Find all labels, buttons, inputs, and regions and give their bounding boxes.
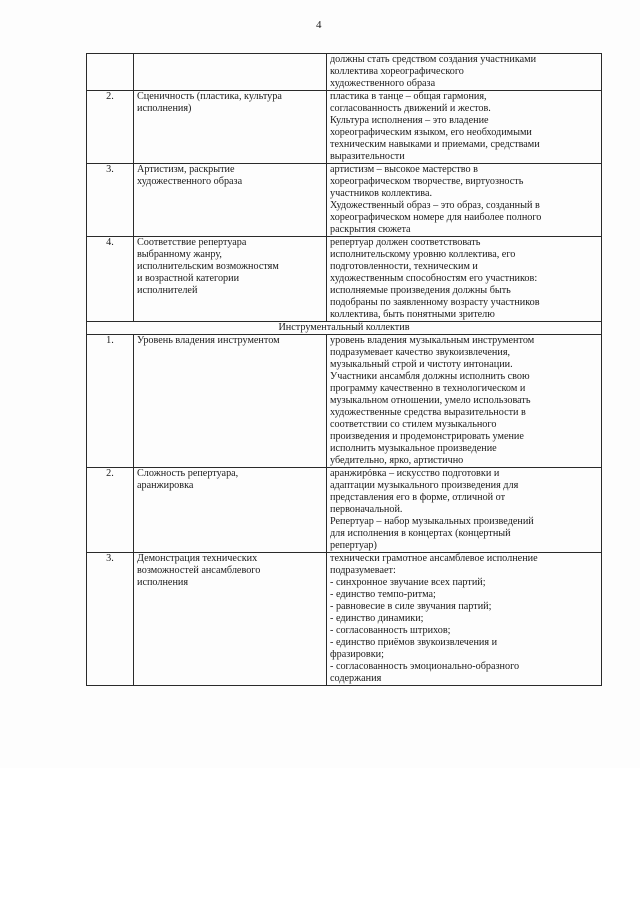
criterion-line: исполнения) <box>137 103 192 114</box>
table-row <box>87 237 602 322</box>
criteria-table <box>86 53 602 686</box>
description-cell <box>327 468 602 553</box>
description-line: репертуар должен соответствовать <box>330 237 481 248</box>
criterion-cell <box>134 164 327 237</box>
description-line: адаптации музыкального произведения для <box>330 480 519 491</box>
criterion-line: выбранному жанру, <box>137 249 222 260</box>
description-line: пластика в танце – общая гармония, <box>330 91 487 102</box>
description-line: содержания <box>330 673 382 684</box>
row-number: 2. <box>87 468 134 553</box>
description-line: подобраны по заявленному возрасту участников <box>330 297 540 308</box>
description-line: участников коллектива. <box>330 188 433 199</box>
criterion-line: Артистизм, раскрытие <box>137 164 235 175</box>
description-line: художественного образа <box>330 78 436 89</box>
description-line: произведения и продемонстрировать умение <box>330 431 524 442</box>
criterion-line: аранжировка <box>137 480 194 491</box>
row-number: 2. <box>87 91 134 164</box>
section-title: Инструментальный коллектив <box>87 322 602 335</box>
description-line: уровень владения музыкальным инструментом <box>330 335 535 346</box>
description-line: техническим навыками и приемами, средствами <box>330 139 540 150</box>
description-line: Участники ансамбля должны исполнить свою <box>330 371 530 382</box>
description-line: подразумевает качество звукоизвлечения, <box>330 347 511 358</box>
criterion-cell <box>134 335 327 468</box>
criterion-line: исполнителей <box>137 285 198 296</box>
criterion-line: художественного образа <box>137 176 243 187</box>
row-number <box>87 54 134 91</box>
description-line: подготовленности, техническим и <box>330 261 478 272</box>
criterion-line: Соответствие репертуара <box>137 237 247 248</box>
description-line: Репертуар – набор музыкальных произведений <box>330 516 534 527</box>
description-line: хореографическим языком, его необходимыми <box>330 127 532 138</box>
section-header-row <box>87 322 602 335</box>
description-line: Культура исполнения – это владение <box>330 115 489 126</box>
description-line: подразумевает: <box>330 565 396 576</box>
description-cell <box>327 553 602 686</box>
criterion-line: Сценичность (пластика, культура <box>137 91 282 102</box>
description-cell <box>327 237 602 322</box>
table-row <box>87 553 602 686</box>
description-line: должны стать средством создания участниками <box>330 54 537 65</box>
criterion-line: исполнения <box>137 577 189 588</box>
page-number: 4 <box>316 19 322 31</box>
row-number: 3. <box>87 164 134 237</box>
table-row <box>87 468 602 553</box>
table-row <box>87 335 602 468</box>
criterion-line: Демонстрация технических <box>137 553 258 564</box>
criterion-cell <box>134 237 327 322</box>
criterion-cell <box>134 54 327 91</box>
description-line: исполняемые произведения должны быть <box>330 285 511 296</box>
description-line: музыкальном отношении, умело использовать <box>330 395 531 406</box>
description-line: аранжирóвка – искусство подготовки и <box>330 468 500 479</box>
description-line: представления его в форме, отличной от <box>330 492 506 503</box>
description-line: технически грамотное ансамблевое исполнение <box>330 553 538 564</box>
criterion-line: Уровень владения инструментом <box>137 335 280 346</box>
row-number: 1. <box>87 335 134 468</box>
table-row <box>87 54 602 91</box>
description-line: - согласованность штрихов; <box>330 625 451 636</box>
description-line: первоначальной. <box>330 504 403 515</box>
description-line: - согласованность эмоционально-образного <box>330 661 520 672</box>
table-row <box>87 164 602 237</box>
description-line: хореографическом номере для наиболее полного <box>330 212 542 223</box>
description-line: программу качественно в технологическом и <box>330 383 526 394</box>
criterion-line: и возрастной категории <box>137 273 240 284</box>
description-line: коллектива хореографического <box>330 66 464 77</box>
criterion-cell <box>134 91 327 164</box>
description-line: - единство динамики; <box>330 613 424 624</box>
description-line: для исполнения в концертах (концертный <box>330 528 511 539</box>
description-line: - синхронное звучание всех партий; <box>330 577 486 588</box>
description-cell <box>327 335 602 468</box>
row-number: 4. <box>87 237 134 322</box>
description-line: хореографическом творчестве, виртуозность <box>330 176 524 187</box>
description-line: выразительности <box>330 151 405 162</box>
description-line: - единство темпо-ритма; <box>330 589 436 600</box>
description-line: Художественный образ – это образ, созданный в <box>330 200 540 211</box>
description-line: фразировки; <box>330 649 384 660</box>
row-number: 3. <box>87 553 134 686</box>
description-line: артистизм – высокое мастерство в <box>330 164 478 175</box>
criterion-cell <box>134 468 327 553</box>
criterion-line: Сложность репертуара, <box>137 468 239 479</box>
description-line: исполнить музыкальное произведение <box>330 443 497 454</box>
description-cell <box>327 91 602 164</box>
description-line: раскрытия сюжета <box>330 224 411 235</box>
description-line: исполнительскому уровню коллектива, его <box>330 249 516 260</box>
description-line: музыкальный строй и чистоту интонации. <box>330 359 513 370</box>
description-line: - равновесие в силе звучания партий; <box>330 601 492 612</box>
description-line: художественные средства выразительности в <box>330 407 526 418</box>
description-cell <box>327 54 602 91</box>
blank-margin <box>0 768 640 905</box>
description-line: коллектива, быть понятными зрителю <box>330 309 495 320</box>
criterion-line: исполнительским возможностям <box>137 261 279 272</box>
description-cell <box>327 164 602 237</box>
criterion-cell <box>134 553 327 686</box>
description-line: репертуар) <box>330 540 377 551</box>
description-line: соответствии со стилем музыкального <box>330 419 497 430</box>
criterion-line: возможностей ансамблевого <box>137 565 261 576</box>
description-line: согласованность движений и жестов. <box>330 103 491 114</box>
description-line: убедительно, ярко, артистично <box>330 455 464 466</box>
description-line: художественным способностям его участников: <box>330 273 538 284</box>
description-line: - единство приёмов звукоизвлечения и <box>330 637 498 648</box>
table-row <box>87 91 602 164</box>
